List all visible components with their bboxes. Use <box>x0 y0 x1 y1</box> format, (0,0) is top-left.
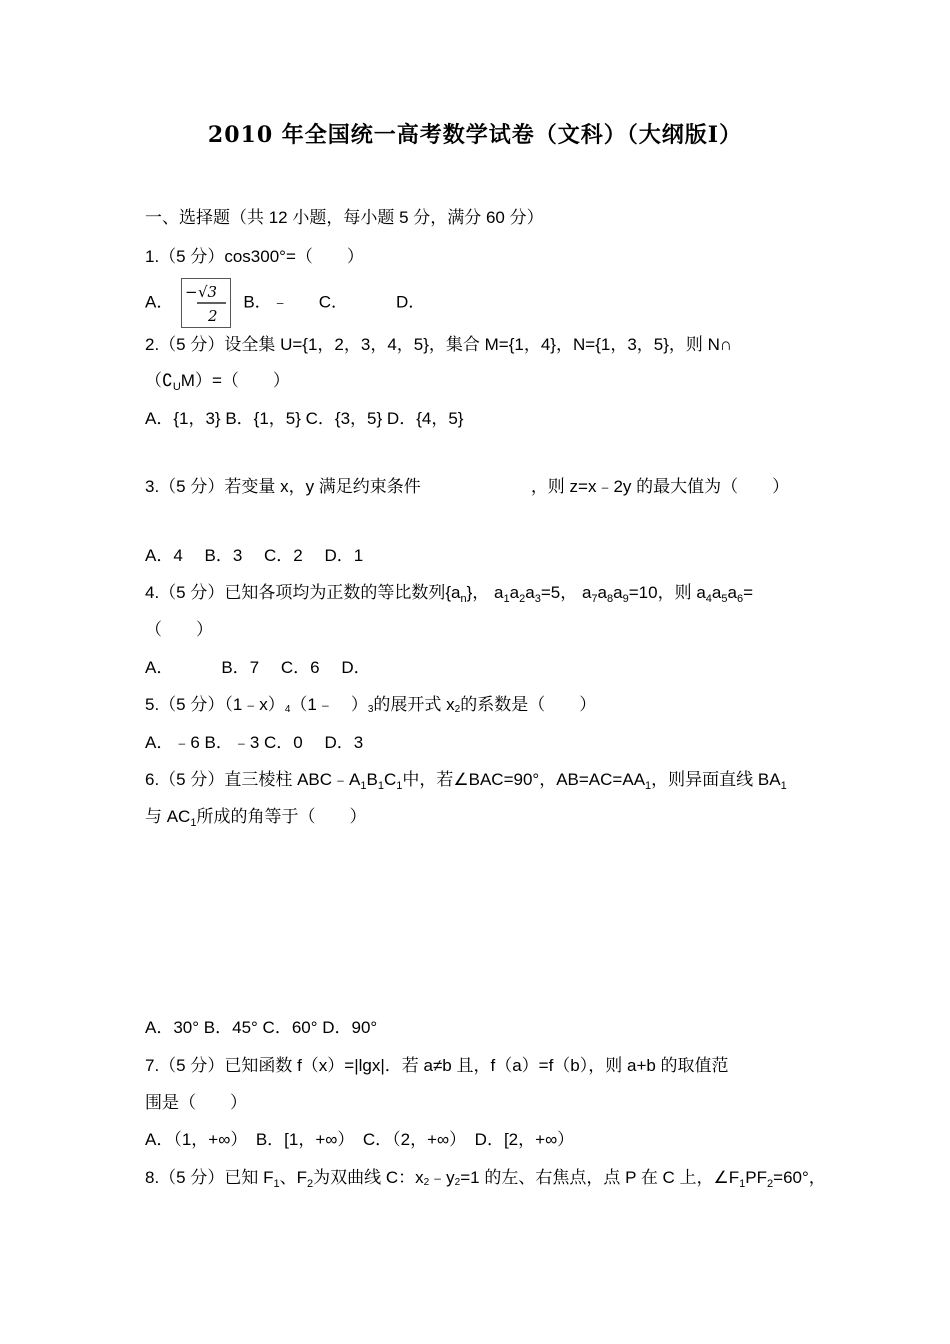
q4-line1 <box>145 581 753 605</box>
q2-subscript: U <box>172 381 181 393</box>
q5-part-d: 的系数是（ ） <box>460 695 597 714</box>
q1-choice-d: D． <box>395 292 426 312</box>
q4-choice-a: A． <box>145 658 174 677</box>
q1-stem: 1.（5 分）cos300°=（ ） <box>145 247 364 266</box>
q2-line2 <box>145 369 290 393</box>
q2-complement: （∁ <box>145 371 173 390</box>
q1-fraction-image <box>181 278 231 328</box>
q4-eq3: $a_4a_5a_6=$ <box>696 583 754 605</box>
q5-part-a: 5.（5 分）（1﹣x） <box>145 695 285 714</box>
q2-line2-end: M）=（ ） <box>180 371 290 390</box>
q2-choices: A．{1，3} B．{1，5} C．{3，5} D．{4，5} <box>145 409 464 428</box>
q3-stem <box>145 475 789 499</box>
q6-choices: A．30° B．45° C．60° D．90° <box>145 1018 378 1037</box>
q4-stem: 4.（5 分）已知各项均为正数的等比数列{a <box>145 583 461 602</box>
section-heading: 一、选择题（共 12 小题，每小题 5 分，满分 60 分） <box>145 208 544 227</box>
q7-choices: A．（1，+∞） B．[1，+∞） C．（2，+∞） D．[2，+∞） <box>145 1130 575 1149</box>
q4-choices-rest: B．7 C．6 D． <box>221 658 371 677</box>
frac-minus: − <box>185 283 198 301</box>
q4-eq1: $a_1a_2a_3=5$， <box>494 583 578 605</box>
q5-exp2: 2 <box>454 704 461 715</box>
q5-exp4: 4 <box>284 704 291 715</box>
frac-numerator: √3 <box>198 283 218 301</box>
q1-choice-b: B．﹣ <box>243 292 289 312</box>
q3-stem-b: ，则 z=x﹣2y 的最大值为（ ） <box>530 477 790 496</box>
q6-line2: 与 $AC_1$所成的角等于（ ） <box>145 807 367 829</box>
q7-line2: 围是（ ） <box>145 1093 247 1112</box>
q5-choices: A．﹣6 B．﹣3 C．0 D．3 <box>145 733 364 752</box>
q4-eq2: $a_7a_8a_9=10$，则 <box>581 583 692 605</box>
q4-choices <box>145 656 371 680</box>
q6-line1: 6.（5 分）直三棱柱 $ABC﹣A_1B_1C_1$中，若∠BAC=90°，$AB=AC=AA_1$，则异面直线 $BA_1$ <box>145 770 787 792</box>
q3-choices: A．4 B．3 C．2 D．1 <box>145 546 364 565</box>
q8-line1: 8.（5 分）已知 $F_1$、$F_2$为双曲线 C：x2﹣y2=1 的左、右焦点，点 P 在 C 上，$\angle F_1PF_2=60^\circ$， <box>145 1168 826 1190</box>
q3-stem-a: 3.（5 分）若变量 x，y 满足约束条件 <box>145 477 421 496</box>
frac-denominator: 2 <box>208 307 218 325</box>
page-title: 2010 年全国统一高考数学试卷（文科）（大纲版Ⅰ） <box>207 122 743 148</box>
q7-line1: 7.（5 分）已知函数 f（x）=|lgx|．若 a≠b 且，f（a）=f（b），则 a+b 的取值范 <box>145 1056 729 1075</box>
q5-exp3: 3 <box>367 704 374 715</box>
q1-choice-c: C． <box>318 292 348 312</box>
q2-line1: 2.（5 分）设全集 U={1，2，3，4，5}，集合 M={1，4}，N={1，3，5}，则 N∩ <box>145 335 733 354</box>
q5-part-b: （1﹣ ） <box>290 695 368 714</box>
q5-part-c: 的展开式 x <box>373 695 455 714</box>
q5-stem <box>145 693 596 722</box>
q4-sub-n: n <box>460 593 467 605</box>
q1-choices <box>145 278 425 328</box>
q1-choice-a: A． <box>145 292 174 312</box>
q4-stem-b: }， <box>466 583 490 602</box>
q4-line2: （ ） <box>145 620 213 639</box>
